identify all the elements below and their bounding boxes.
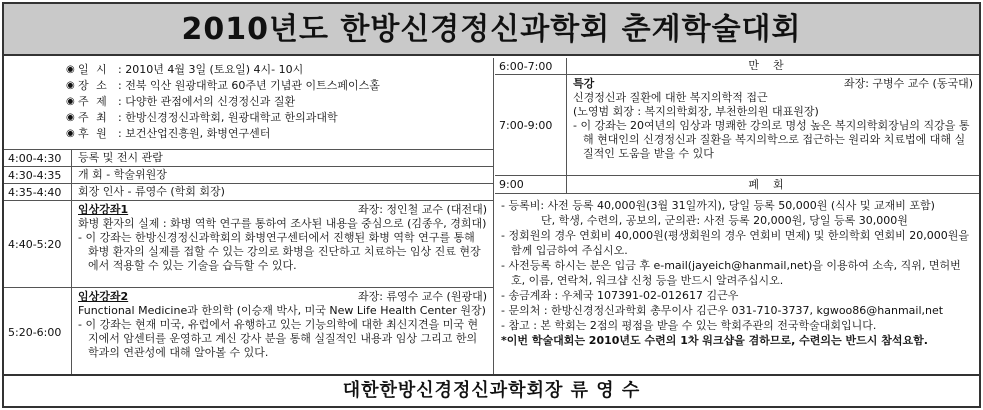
close-row: 9:00 폐회 (495, 176, 979, 194)
schedule-row: 4:35-4:40 회장 인사 - 류영수 (학회 회장) (4, 184, 493, 201)
dinner-row: 6:00-7:00 만찬 (495, 58, 979, 75)
page-title: 2010년도 한방신경정신과학회 춘계학술대회 (4, 4, 979, 56)
lecture2-chair: 좌장: 류영수 교수 (원광대) (357, 290, 487, 303)
special-desc: - 이 강좌는 20여년의 임상과 명쾌한 강의로 명성 높은 복지의학회장님의 직강을 통해 현대인의 신경정신과 질환을 복지의학으로 접근하는 원리와 치료법에 대해 실질적인 도움을 받을 수 있다 (573, 119, 970, 160)
left-column (4, 58, 494, 376)
bullet-icon: ◉ (66, 96, 75, 107)
note-workshop: *이번 학술대회는 2010년도 수련의 1차 워크샵을 겸하므로, 수련의는 반드시 참석요함. (501, 334, 928, 347)
bullet-icon: ◉ (66, 64, 75, 75)
note-registration: - 등록비: 사전 등록 40,000원(3월 31일까지), 당일 등록 50,000원 (식사 및 교재비 포함) (501, 199, 935, 212)
schedule-row: 4:30-4:35 개 회 - 학술위원장 (4, 167, 493, 184)
special-speaker: (노영범 회장 : 복지의학회장, 부천한의원 대표원장) (573, 105, 819, 118)
lecture2-title: 임상강좌2 (78, 290, 129, 303)
note-reference: - 참고 : 본 학회는 2점의 평점을 받을 수 있는 학회주관의 전국학술대회입니다. (501, 319, 877, 332)
special-lecture-row: 7:00-9:00 특강 좌장: 구병수 교수 (동국대) 신경정신과 질환에 대한 복지의학적 접근 (노영범 회장 : 복지의학회장, 부천한의원 대표원장) - 이 강좌는 20여년의 임상과 명쾌한 강의로 명성 높은 복지의학회장님의 직강을 통해 현대인의 신경정신과 질환을 복지의학으로 접근하는 원리와 치료법에 대해 실질적인 도움을 받을 수 있다 (495, 75, 979, 176)
info-item: ◉ 장 소 : 전북 익산 원광대학교 60주년 기념관 이트스페이스홀 (66, 79, 380, 92)
info-item: ◉ 일 시 : 2010년 4월 3일 (토요일) 4시- 10시 (66, 63, 304, 76)
info-item: ◉ 후 원 : 보건산업진흥원, 화병연구센터 (66, 127, 271, 140)
notes-block (495, 194, 979, 352)
note-account: - 송금계좌 : 우체국 107391-02-012617 김근우 (501, 289, 739, 302)
info-item: ◉ 주 최 : 한방신경정신과학회, 원광대학교 한의과대학 (66, 111, 338, 124)
lecture1-row: 4:40-5:20 임상강좌1 좌장: 정인철 교수 (대전대) 화병 환자의 실제 : 화병 역학 연구를 통하여 조사된 내용을 중심으로 (김종우, 경희대) - 이 강좌는 한방신경정신과학회의 화병연구센터에서 진행된 화병 역학 연구를 통해 화병 환자의 실제를 접할 수 있는 강의로 화병을 진단하고 치료하는 임상 진료 현장에서 적용할 수 있는 기술을 습득할 수 있다. (4, 201, 493, 288)
bullet-icon: ◉ (66, 128, 75, 139)
note-registration-sub: 단, 학생, 수련의, 공보의, 군의관: 사전 등록 20,000원, 당일 등록 30,000원 (541, 214, 908, 227)
lecture1-chair: 좌장: 정인철 교수 (대전대) (357, 203, 487, 216)
announcement-frame (2, 2, 981, 408)
right-column (495, 58, 979, 376)
lecture2-row: 5:20-6:00 임상강좌2 좌장: 류영수 교수 (원광대) Functional Medicine과 한의학 (이승재 박사, 미국 New Life Health Center 원장) - 이 강좌는 현재 미국, 유럽에서 유행하고 있는 기능의학에 대한 최신지견을 미국 현지에서 암센터를 운영하고 계신 강사 분을 통해 실질적인 내용과 임상 그리고 한의학과의 연관성에 대해 알아볼 수 있다. (4, 288, 493, 376)
note-members: - 정회원의 경우 연회비 40,000원(평생회원의 경우 연회비 면제) 및 한의학회 연회비 20,000원을 함께 입금하여 주십시오. (501, 229, 970, 257)
lecture1-subtitle: 화병 환자의 실제 : 화병 역학 연구를 통하여 조사된 내용을 중심으로 (김종우, 경희대) (78, 217, 487, 230)
special-title: 특강 (573, 77, 595, 90)
lecture1-desc: - 이 강좌는 한방신경정신과학회의 화병연구센터에서 진행된 화병 역학 연구를 통해 화병 환자의 실제를 접할 수 있는 강의로 화병을 진단하고 치료하는 임상 진료 현장에서 적용할 수 있는 기술을 습득할 수 있다. (78, 231, 481, 272)
lecture2-desc: - 이 강좌는 현재 미국, 유럽에서 유행하고 있는 기능의학에 대한 최신지견을 미국 현지에서 암센터를 운영하고 계신 강사 분을 통해 실질적인 내용과 임상 그리고 한의학과의 연관성에 대해 알아볼 수 있다. (78, 318, 479, 359)
note-contact: - 문의처 : 한방신경정신과학회 총무이사 김근우 031-710-3737, kgwoo86@hanmail,net (501, 304, 944, 317)
footer-signature: 대한한방신경정신과학회장 류 영 수 (4, 374, 979, 406)
lecture1-title: 임상강좌1 (78, 203, 129, 216)
schedule-row: 4:00-4:30 등록 및 전시 관람 (4, 150, 493, 167)
bullet-icon: ◉ (66, 80, 75, 91)
special-subtitle: 신경정신과 질환에 대한 복지의학적 접근 (573, 91, 768, 104)
event-info (4, 58, 493, 150)
info-item: ◉ 주 제 : 다양한 관점에서의 신경정신과 질환 (66, 95, 296, 108)
bullet-icon: ◉ (66, 112, 75, 123)
special-chair: 좌장: 구병수 교수 (동국대) (843, 77, 973, 90)
note-preregister: - 사전등록 하시는 분은 입금 후 e-mail(jayeich@hanmail,net)을 이용하여 소속, 직위, 면허번호, 이름, 연락처, 워크샵 신청 등을 반드시 알려주십시오. (501, 259, 961, 287)
lecture2-subtitle: Functional Medicine과 한의학 (이승재 박사, 미국 New Life Health Center 원장) (78, 304, 486, 317)
